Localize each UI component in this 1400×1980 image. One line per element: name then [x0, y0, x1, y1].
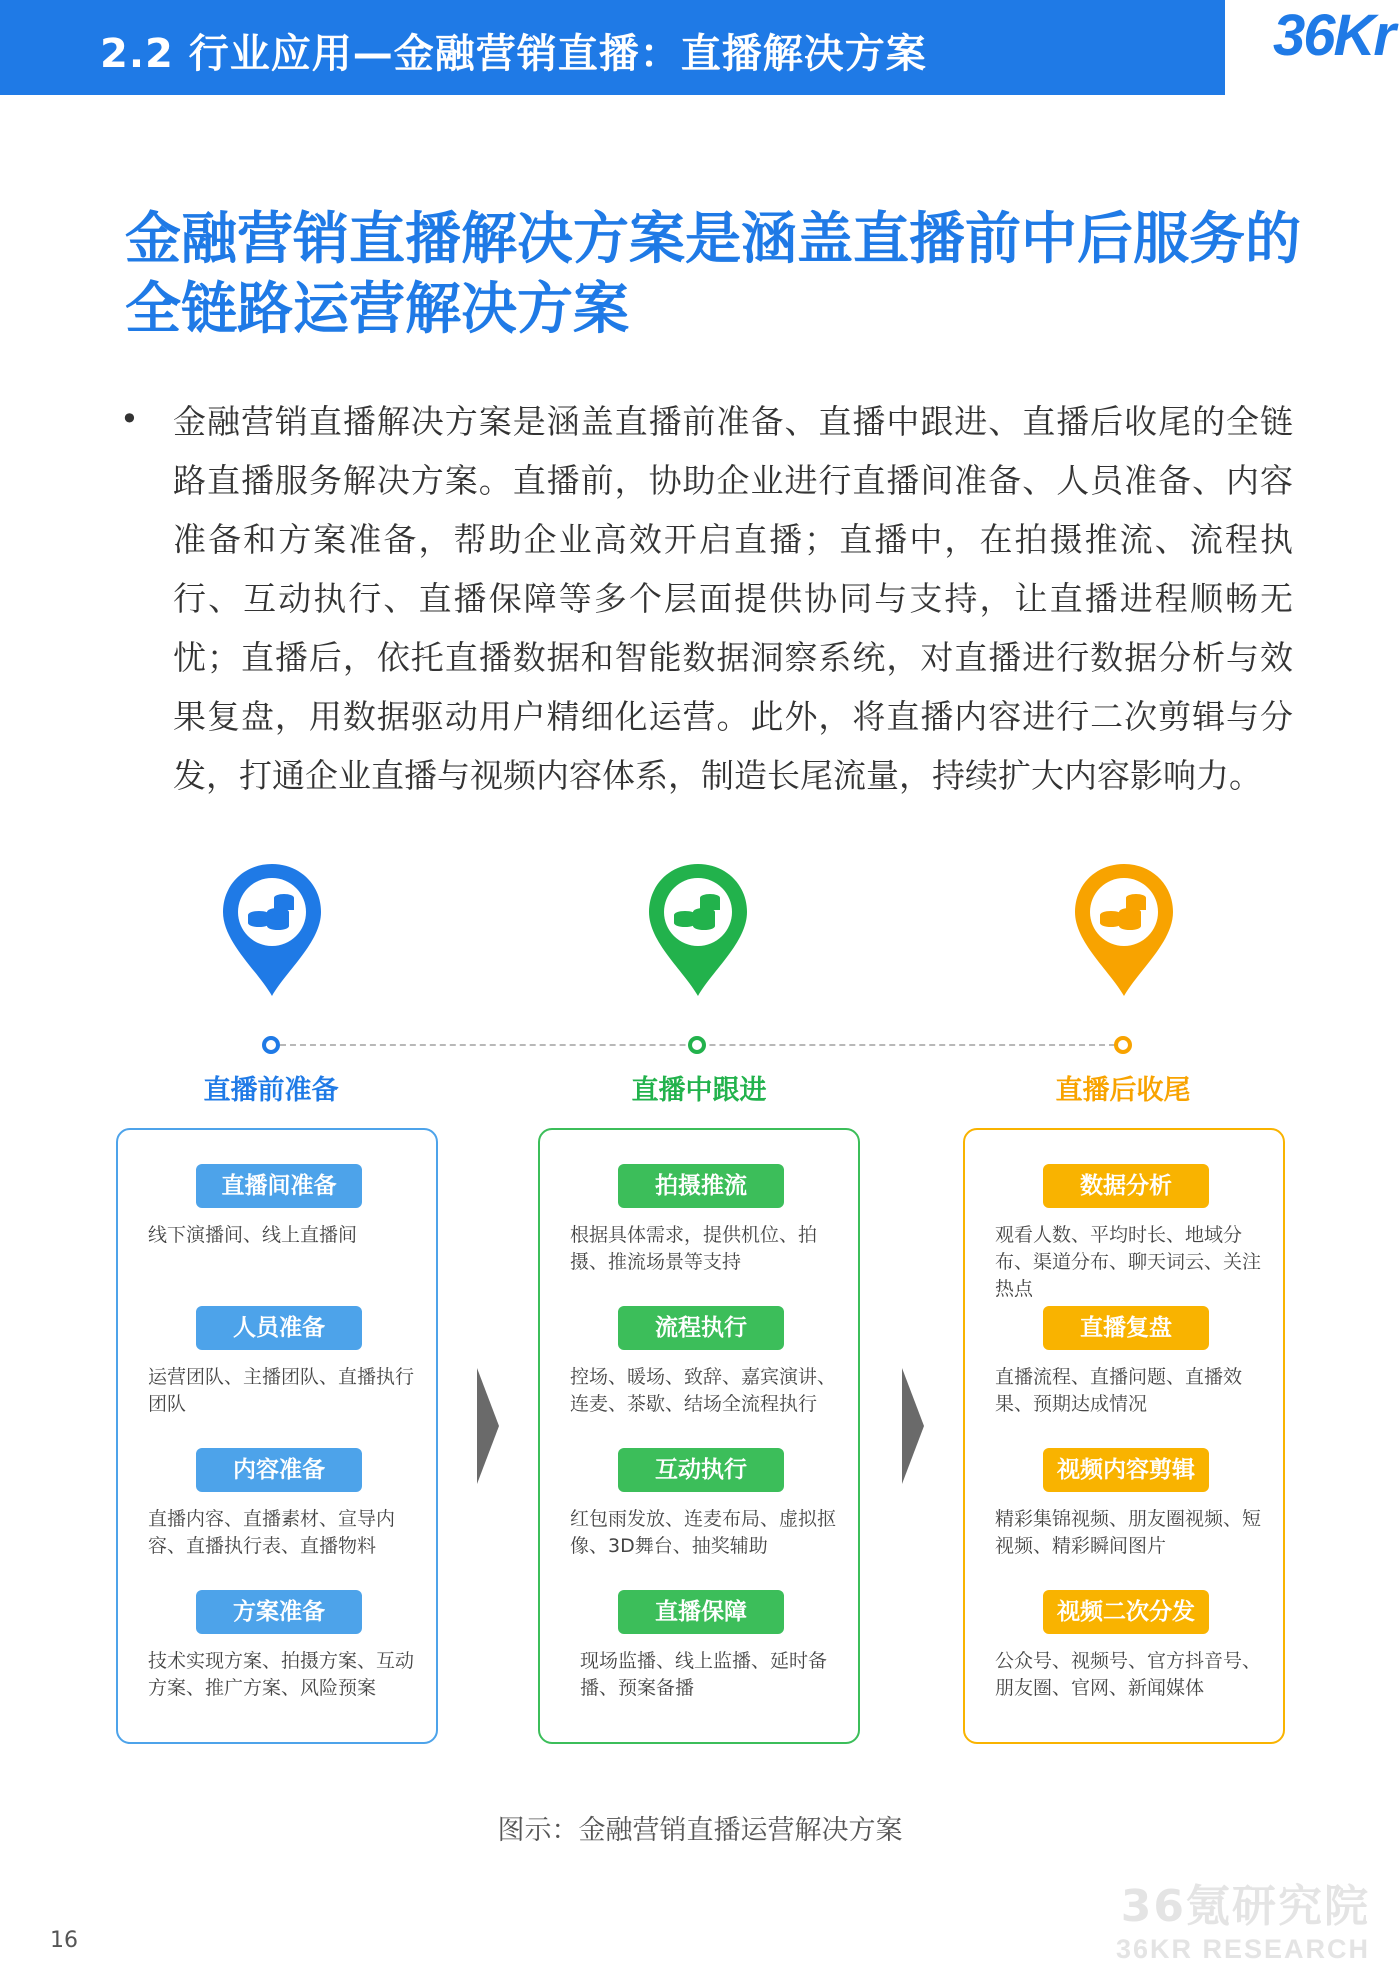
timeline-dot — [688, 1036, 706, 1054]
watermark-line-1: 36氪研究院 — [1120, 1881, 1370, 1932]
stage-label: 直播后收尾 — [1055, 1075, 1191, 1106]
brand-logo — [1225, 0, 1400, 95]
item-tag: 流程执行 — [618, 1306, 784, 1350]
timeline-dot — [1114, 1036, 1132, 1054]
bullet-marker: • — [120, 400, 139, 438]
stage-card-post — [963, 1128, 1285, 1744]
watermark — [1116, 1870, 1370, 1965]
item-tag: 直播保障 — [618, 1590, 784, 1634]
item-description: 公众号、视频号、官方抖音号、朋友圈、官网、新闻媒体 — [995, 1650, 1262, 1699]
page-headline: 金融营销直播解决方案是涵盖直播前中后服务的全链路运营解决方案 — [125, 207, 1301, 342]
item-description: 线下演播间、线上直播间 — [148, 1224, 358, 1246]
section-title: 2.2 行业应用—金融营销直播：直播解决方案 — [100, 31, 927, 77]
item-description: 精彩集锦视频、朋友圈视频、短视频、精彩瞬间图片 — [995, 1508, 1262, 1557]
item-tag: 数据分析 — [1043, 1164, 1209, 1208]
chevron-right-icon — [477, 1368, 499, 1484]
page-number: 16 — [50, 1928, 78, 1953]
header-bar — [0, 0, 1400, 95]
brand-logo-text: 36Kr — [1273, 3, 1394, 68]
stage-label: 直播前准备 — [203, 1075, 339, 1106]
item-description: 红包雨发放、连麦布局、虚拟抠像、3D舞台、抽奖辅助 — [570, 1508, 837, 1557]
location-pin-coins-icon — [1069, 860, 1179, 1000]
body-paragraph: 金融营销直播解决方案是涵盖直播前准备、直播中跟进、直播后收尾的全链路直播服务解决方案。直播前，协助企业进行直播间准备、人员准备、内容准备和方案准备，帮助企业高效开启直播；直播中，在拍摄推流、流程执行、互动执行、直播保障等多个层面提供协同与支持，让直播进程顺畅无忧；直播后，依托直播数据和智能数据洞察系统，对直播进行数据分析与效果复盘，用数据驱动用户精细化运营。此外，将直播内容进行二次剪辑与分发，打通企业直播与视频内容体系，制造长尾流量，持续扩大内容影响力。 — [173, 402, 1293, 795]
location-pin-coins-icon — [643, 860, 753, 1000]
watermark-line-2: 36KR RESEARCH — [1115, 1934, 1370, 1964]
chevron-right-icon — [902, 1368, 924, 1484]
item-description: 运营团队、主播团队、直播执行团队 — [148, 1366, 415, 1415]
item-tag: 内容准备 — [196, 1448, 362, 1492]
item-tag: 直播间准备 — [196, 1164, 362, 1208]
stage-card-pre — [116, 1128, 438, 1744]
item-description: 直播流程、直播问题、直播效果、预期达成情况 — [995, 1366, 1243, 1415]
item-description: 现场监播、线上监播、延时备播、预案备播 — [580, 1650, 828, 1699]
item-tag: 方案准备 — [196, 1590, 362, 1634]
timeline-dot — [262, 1036, 280, 1054]
item-tag: 直播复盘 — [1043, 1306, 1209, 1350]
item-tag: 人员准备 — [196, 1306, 362, 1350]
item-description: 观看人数、平均时长、地域分布、渠道分布、聊天词云、关注热点 — [995, 1224, 1262, 1300]
item-tag: 视频二次分发 — [1043, 1590, 1209, 1634]
item-description: 根据具体需求，提供机位、拍摄、推流场景等支持 — [570, 1224, 818, 1273]
item-description: 控场、暖场、致辞、嘉宾演讲、连麦、茶歇、结场全流程执行 — [570, 1366, 837, 1415]
location-pin-coins-icon — [217, 860, 327, 1000]
stage-label: 直播中跟进 — [631, 1075, 767, 1106]
stage-card-during — [538, 1128, 860, 1744]
item-tag: 拍摄推流 — [618, 1164, 784, 1208]
item-description: 技术实现方案、拍摄方案、互动方案、推广方案、风险预案 — [148, 1650, 415, 1699]
item-description: 直播内容、直播素材、宣导内容、直播执行表、直播物料 — [148, 1508, 396, 1557]
figure-caption: 图示：金融营销直播运营解决方案 — [497, 1815, 903, 1846]
item-tag: 互动执行 — [618, 1448, 784, 1492]
item-tag: 视频内容剪辑 — [1043, 1448, 1209, 1492]
